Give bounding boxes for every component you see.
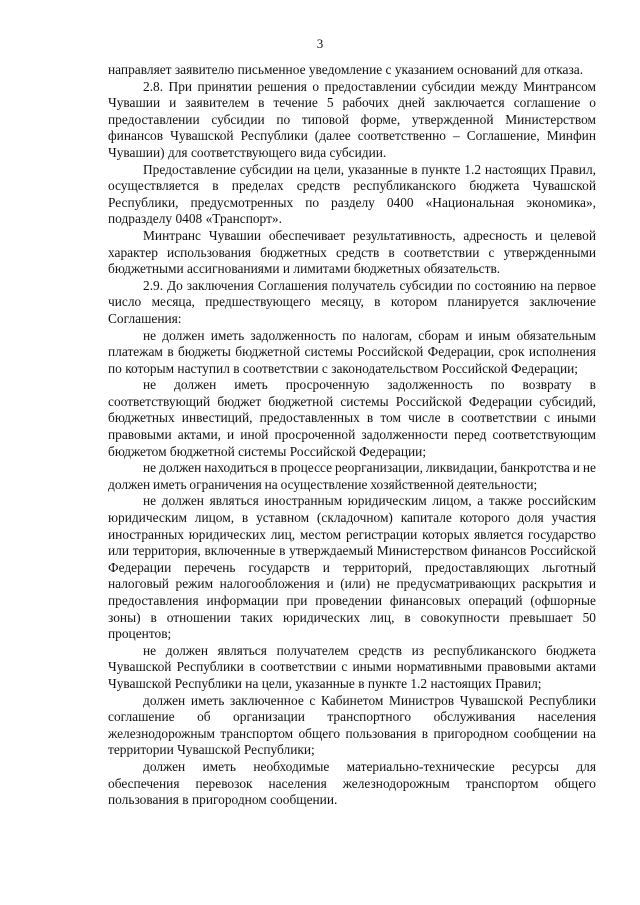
requirement-technical-resources: должен иметь необходимые материально-технические ресурсы для обеспечения перевозок населения железнодорожным транспортом общего пользования в пригородном сообщении. <box>108 758 596 808</box>
requirement-not-foreign-entity: не должен являться иностранным юридическим лицом, а также российским юридическим лицом, в уставном (складочном) капитале которого доля участия иностранных юридических лиц, местом регистрации которых является государство или территория, включенные в утверждаемый Министерством финансов Российской Федерации перечень государств и территорий, предоставляющих льготный налоговый режим налогообложения и (или) не предусматривающих раскрытия и предоставления информации при проведении финансовых операций (офшорные зоны) в отношении таких юридических лиц, в совокупности превышает 50 процентов; <box>108 493 596 642</box>
requirement-transport-agreement: должен иметь заключенное с Кабинетом Министров Чувашской Республики соглашение об организации транспортного обслуживания населения железнодорожным транспортом общего пользования в пригородном сообщении на территории Чувашской Республики; <box>108 692 596 758</box>
requirement-no-tax-debt: не должен иметь задолженность по налогам, сборам и иным обязательным платежам в бюджеты бюджетной системы Российской Федерации, срок исполнения по которым наступил в соответствии с законодательством Российской Федерации; <box>108 327 596 376</box>
paragraph-budget-funding: Предоставление субсидии на цели, указанные в пункте 1.2 настоящих Правил, осуществляется в пределах средств республиканского бюджета Чувашской Республики, предусмотренных по разделу 0400 «Национальная экономика», подразделу 0408 «Транспорт». <box>108 161 596 227</box>
paragraph-refusal-notice: направляет заявителю письменное уведомление с указанием оснований для отказа. <box>108 62 584 77</box>
page-number: 3 <box>316 36 324 51</box>
paragraph-2-8-agreement: 2.8. При принятии решения о предоставлении субсидии между Минтрансом Чувашии и заявителем в течение 5 рабочих дней заключается соглашение о предоставлении субсидии по типовой форме, утвержденной Министерством финансов Чувашской Республики (далее соответственно – Соглашение, Минфин Чувашии) для соответствующего вида субсидии. <box>108 78 596 160</box>
paragraph-2-9-requirements: 2.9. До заключения Соглашения получатель субсидии по состоянию на первое число месяца, предшествующего месяцу, в котором планируется заключение Соглашения: <box>108 277 596 326</box>
document-body <box>108 62 596 809</box>
requirement-no-other-funding: не должен являться получателем средств из республиканского бюджета Чувашской Республики в соответствии с иными нормативными правовыми актами Чувашской Республики на цели, указанные в пункте 1.2 настоящих Правил; <box>108 642 596 691</box>
paragraph-targeted-use: Минтранс Чувашии обеспечивает результативность, адресность и целевой характер использования бюджетных средств в соответствии с утвержденными бюджетными ассигнованиями и лимитами бюджетных обязательств. <box>108 227 596 277</box>
requirement-no-reorganization: не должен находиться в процессе реорганизации, ликвидации, банкротства и не должен иметь ограничения на осуществление хозяйственной деятельности; <box>108 460 596 492</box>
requirement-no-overdue-debt: не должен иметь просроченную задолженность по возврату в соответствующий бюджет бюджетной системы Российской Федерации субсидий, бюджетных инвестиций, предоставленных в том числе в соответствии с иными правовыми актами, и иной просроченной задолженности перед соответствующим бюджетом бюджетной системы Российской Федерации; <box>108 377 596 459</box>
